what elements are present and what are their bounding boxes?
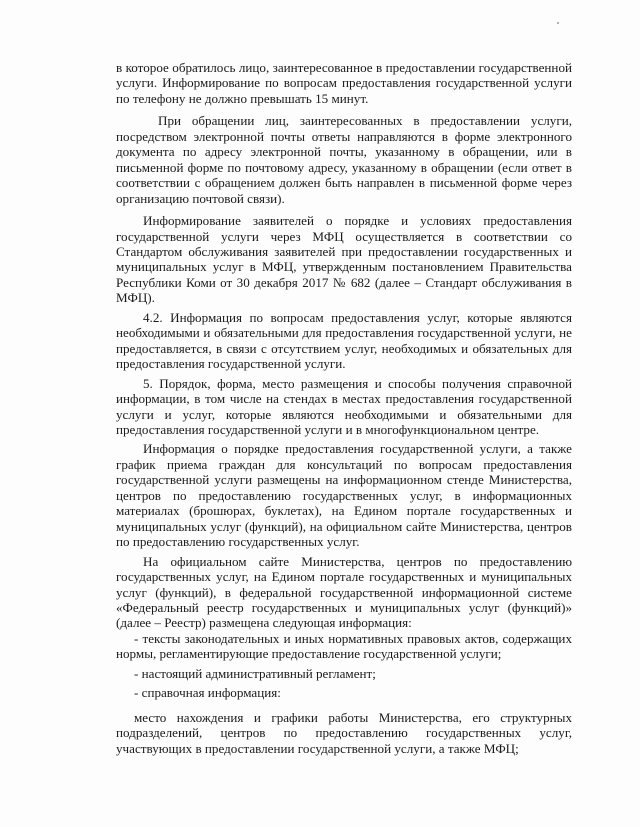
- paragraph-info-placement: Информация о порядке предоставления государственной услуги, а также график приема граждан для консультаций по вопросам предоставления государственной услуги размещены на информационном стенде Министерства, центров по предоставлению государственных услуг, в информационных материалах (брошюрах, буклетах), на Едином портале государственных и муниципальных услуг (функций), на официальном сайте Министерства, центров по предоставлению государственных услуг.: [116, 441, 572, 550]
- paragraph-locations-schedules: место нахождения и графики работы Министерства, его структурных подразделений, центров по предоставлению государственных услуг, участвующих в предоставлении государственной услуги, а также МФЦ;: [116, 709, 572, 756]
- paragraph-email-inquiries: При обращении лиц, заинтересованных в предоставлении услуги, посредством электронной почты ответы направляются в форме электронного документа по адресу электронной почты, указанному в обращении, или в письменной форме по почтовому адресу, указанному в обращении (если ответ в соответствии с обращением должен быть направлен в письменной форме через организацию почтовой связи).: [116, 113, 572, 206]
- list-item-legal-acts: - тексты законодательных и иных нормативных правовых актов, содержащих нормы, регламентирующие предоставление государственной услуги;: [116, 630, 572, 662]
- scan-speck: [557, 22, 559, 24]
- paragraph-section-4-2: 4.2. Информация по вопросам предоставления услуг, которые являются необходимыми и обязательными для предоставления государственной услуги, не предоставляется, в связи с отсутствием услуг, необходимых и обязательных для предоставления государственной услуги.: [116, 309, 572, 372]
- paragraph-official-site: На официальном сайте Министерства, центров по предоставлению государственных услуг, на Едином портале государственных и муниципальных услуг (функций), в федеральной государственной информационной системе «Федеральный реестр государственных и муниципальных услуг (функций)» (далее – Реестр) размещена следующая информация:: [116, 553, 572, 631]
- document-body: [116, 60, 572, 756]
- paragraph-section-5-heading: 5. Порядок, форма, место размещения и способы получения справочной информации, в том числе на стендах в местах предоставления государственной услуги и услуг, которые являются необходимыми и обязательными для предоставления государственной услуги и в многофункциональном центре.: [116, 375, 572, 437]
- list-item-regulation: - настоящий административный регламент;: [134, 665, 376, 681]
- paragraph-continuation: в которое обратилось лицо, заинтересованное в предоставлении государственной услуги. Информирование по вопросам предоставления государственной услуги по телефону не должно превышать 15 минут.: [116, 60, 572, 106]
- list-item-reference-info: - справочная информация:: [134, 685, 281, 701]
- paragraph-mfc-informing: Информирование заявителей о порядке и условиях предоставления государственной услуги через МФЦ осуществляется в соответствии со Стандартом обслуживания заявителей при предоставлении государственных и муниципальных услуг в МФЦ, утвержденным постановлением Правительства Республики Коми от 30 декабря 2017 № 682 (далее – Стандарт обслуживания в МФЦ).: [116, 213, 572, 306]
